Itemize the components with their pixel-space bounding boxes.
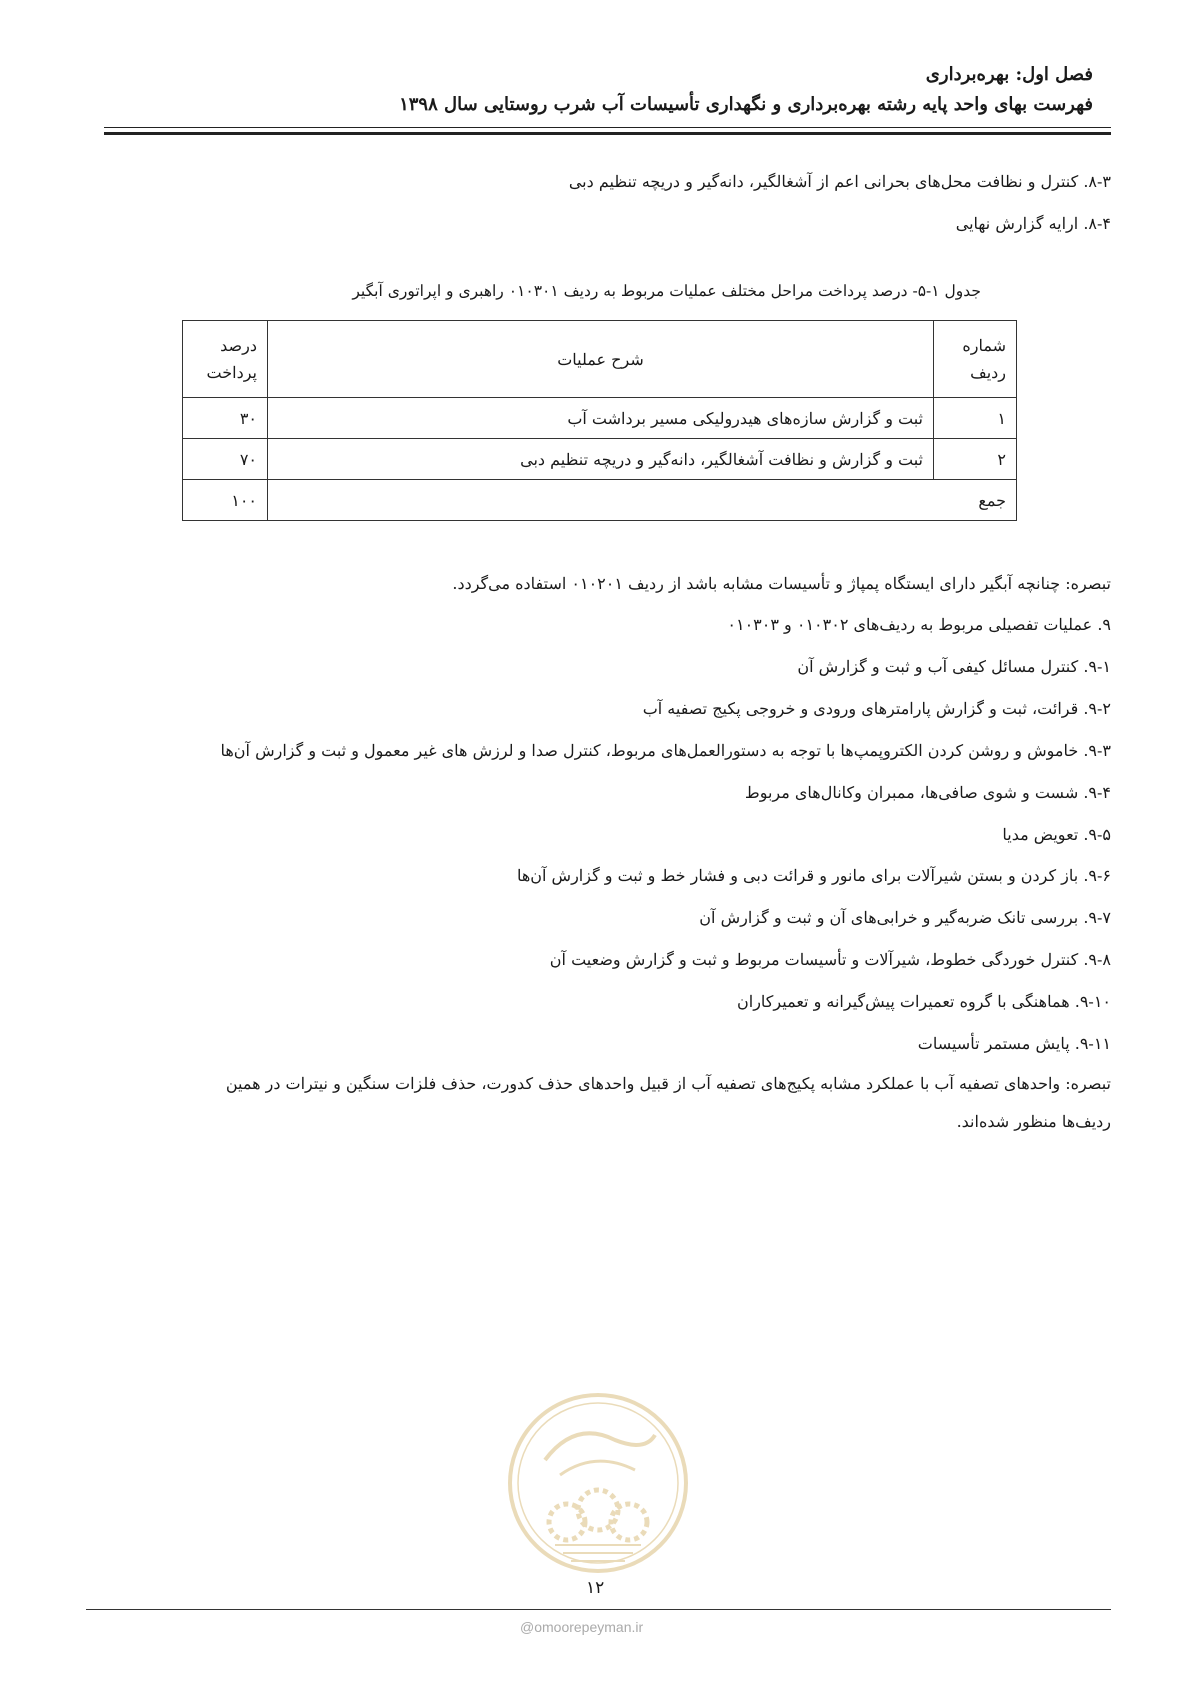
document-title: فهرست بهای واحد پایه رشته بهره‌برداری و نگهداری تأسیسات آب شرب روستایی سال ۱۳۹۸ [399,94,1093,115]
header-payment [183,321,268,398]
list-item: ۹-۳. خاموش و روشن کردن الکتروپمپ‌ها با توجه به دستورالعمل‌های مربوط، کنترل صدا و لرزش های غیر معمول و ثبت و گزارش آن‌ها [220,741,1111,760]
header-rule-thick [104,132,1111,135]
chapter-title: فصل اول: بهره‌برداری [925,64,1093,85]
list-item: ۹-۶. باز کردن و بستن شیرآلات برای مانور و قرائت دبی و فشار خط و ثبت و گزارش آن‌ها [516,866,1111,885]
row-description: ثبت و گزارش سازه‌های هیدرولیکی مسیر برداشت آب [268,398,934,439]
header-rule-thin [104,127,1111,128]
note-line-continued: ردیف‌ها منظور شده‌اند. [956,1112,1111,1131]
total-value: ۱۰۰ [183,480,268,521]
list-item: ۹-۵. تعویض مدیا [1002,825,1111,844]
list-item: ۹-۱. کنترل مسائل کیفی آب و ثبت و گزارش آن [797,657,1111,676]
header-payment-line1: درصد [220,336,257,355]
total-label: جمع [268,480,1017,521]
row-description: ثبت و گزارش و نظافت آشغالگیر، دانه‌گیر و دریچه تنظیم دبی [268,439,934,480]
table-row [183,398,1017,439]
footer-rule [86,1609,1111,1610]
table-row [183,439,1017,480]
page-header [98,60,1093,120]
section-heading: ۹. عملیات تفصیلی مربوط به ردیف‌های ۰۱۰۳۰۲ و ۰۱۰۳۰۳ [727,615,1111,634]
list-item: ۹-۱۱. پایش مستمر تأسیسات [917,1034,1111,1053]
intro-item: ۸-۴. ارایه گزارش نهایی [955,214,1111,233]
header-row-number [934,321,1017,398]
page-number: ۱۲ [586,1578,605,1598]
intro-item: ۸-۳. کنترل و نظافت محل‌های بحرانی اعم از آشغالگیر، دانه‌گیر و دریچه تنظیم دبی [568,172,1111,191]
row-payment: ۳۰ [183,398,268,439]
table-caption: جدول ۱-۵- درصد پرداخت مراحل مختلف عملیات مربوط به ردیف ۰۱۰۳۰۱ راهبری و اپراتوری آبگیر [352,282,981,300]
row-number: ۱ [934,398,1017,439]
watermark-logo-icon [505,1390,691,1576]
list-item: ۹-۱۰. هماهنگی با گروه تعمیرات پیش‌گیرانه و تعمیرکاران [737,992,1111,1011]
note-line: تبصره: واحدهای تصفیه آب با عملکرد مشابه پکیج‌های تصفیه آب از قبیل واحدهای حذف کدورت، حذف فلزات سنگین و نیترات در همین [225,1074,1111,1093]
list-item: ۹-۲. قرائت، ثبت و گزارش پارامترهای ورودی و خروجی پکیج تصفیه آب [642,699,1111,718]
header-payment-line2: پرداخت [206,363,257,382]
row-number: ۲ [934,439,1017,480]
list-item: ۹-۷. بررسی تانک ضربه‌گیر و خرابی‌های آن و ثبت و گزارش آن [699,908,1111,927]
header-row-number-line2: ردیف [970,363,1006,382]
list-item: ۹-۴. شست و شوی صافی‌ها، ممبران وکانال‌های مربوط [744,783,1111,802]
website-watermark: @omoorepeyman.ir [520,1619,644,1635]
payment-table [182,320,1017,521]
header-row-number-line1: شماره [962,336,1006,355]
header-description: شرح عملیات [268,321,934,398]
list-item: ۹-۸. کنترل خوردگی خطوط، شیرآلات و تأسیسات مربوط و ثبت و گزارش وضعیت آن [549,950,1111,969]
table-total-row [183,480,1017,521]
row-payment: ۷۰ [183,439,268,480]
note-line: تبصره: چنانچه آبگیر دارای ایستگاه پمپاژ و تأسیسات مشابه باشد از ردیف ۰۱۰۲۰۱ استفاده می‌گردد. [452,574,1111,593]
table-header-row [183,321,1017,398]
